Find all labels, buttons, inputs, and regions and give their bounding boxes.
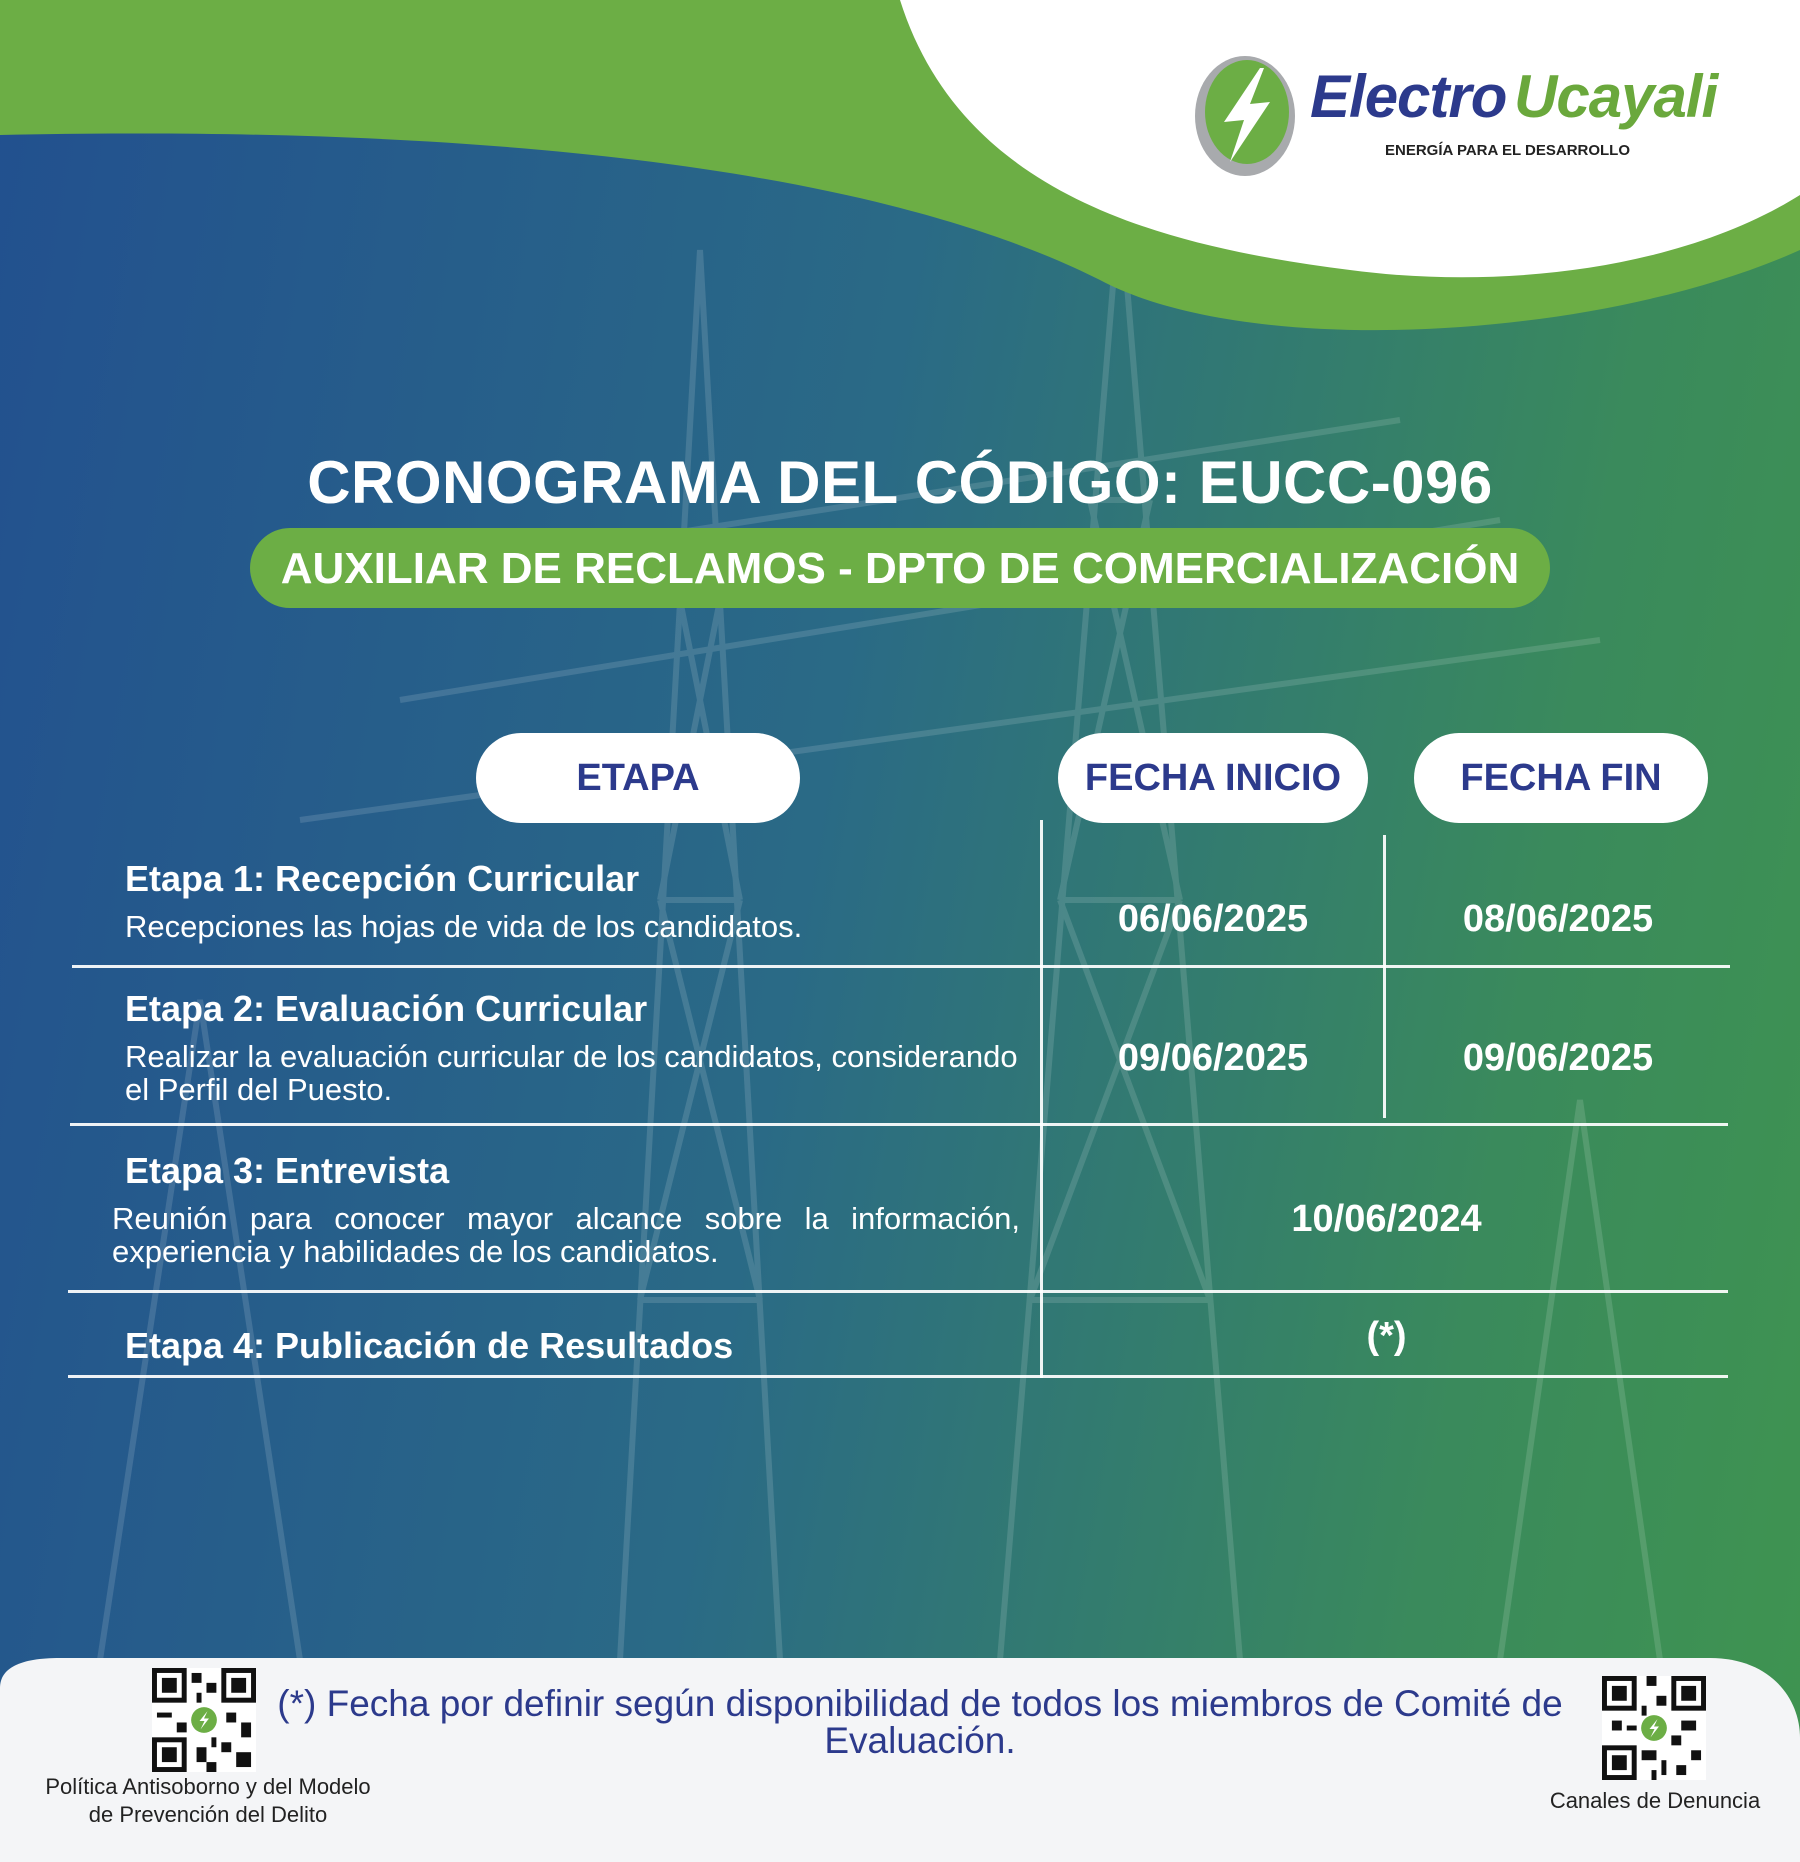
- qr-right-caption: Canales de Denuncia: [1549, 1788, 1761, 1813]
- row-divider-4: [68, 1375, 1728, 1378]
- footer-note: (*) Fecha por definir según disponibilidad de todos los miembros de Comité de Evaluación.: [277, 1683, 1563, 1761]
- stage-2-title: Etapa 2: Evaluación Curricular: [125, 988, 648, 1029]
- page-title: CRONOGRAMA DEL CÓDIGO: EUCC-096: [307, 449, 1493, 516]
- page-subtitle: AUXILIAR DE RECLAMOS - DPTO DE COMERCIALIZACIÓN: [280, 544, 1520, 593]
- stage-2-end-date: 09/06/2025: [1462, 1037, 1654, 1079]
- stage-1-start-date: 06/06/2025: [1117, 898, 1309, 940]
- stage-4-title: Etapa 4: Publicación de Resultados: [125, 1325, 734, 1366]
- header-fecha-inicio: FECHA INICIO: [1058, 733, 1368, 823]
- header-etapa: ETAPA: [476, 733, 800, 823]
- lightning-bolt-icon: [1190, 50, 1300, 180]
- logo-word-electro: Electro: [1310, 63, 1507, 130]
- stage-2-start-date: 09/06/2025: [1117, 1037, 1309, 1079]
- stage-3-title: Etapa 3: Entrevista: [125, 1150, 450, 1191]
- logo-tagline: ENERGÍA PARA EL DESARROLLO: [1385, 142, 1631, 159]
- stage-4-date: (*): [1366, 1315, 1407, 1357]
- stage-2-description: Realizar la evaluación curricular de los candidatos, considerando el Perfil del Puesto.: [125, 1039, 1018, 1107]
- stage-1-description: Recepciones las hojas de vida de los candidatos.: [125, 909, 803, 944]
- qr-left-caption-line1: Política Antisoborno y del Modelo: [45, 1774, 371, 1799]
- stage-3-date: 10/06/2024: [1291, 1198, 1482, 1240]
- header-fecha-fin: FECHA FIN: [1414, 733, 1708, 823]
- qr-left-caption: [8, 1773, 408, 1829]
- logo-word-ucayali: Ucayali: [1514, 63, 1718, 130]
- qr-left-caption-line2: de Prevención del Delito: [88, 1802, 328, 1827]
- row-divider-3: [68, 1290, 1728, 1293]
- stage-3-description: Reunión para conocer mayor alcance sobre la información, experiencia y habilidades de los candidatos.: [112, 1201, 1020, 1269]
- stage-1-end-date: 08/06/2025: [1462, 898, 1654, 940]
- qr-code-icon[interactable]: [1602, 1676, 1706, 1780]
- row-divider-1: [72, 965, 1730, 968]
- row-divider-2: [70, 1123, 1728, 1126]
- stage-1-title: Etapa 1: Recepción Curricular: [125, 858, 640, 899]
- electro-ucayali-logo: [1190, 50, 1730, 190]
- qr-code-icon[interactable]: [152, 1668, 256, 1772]
